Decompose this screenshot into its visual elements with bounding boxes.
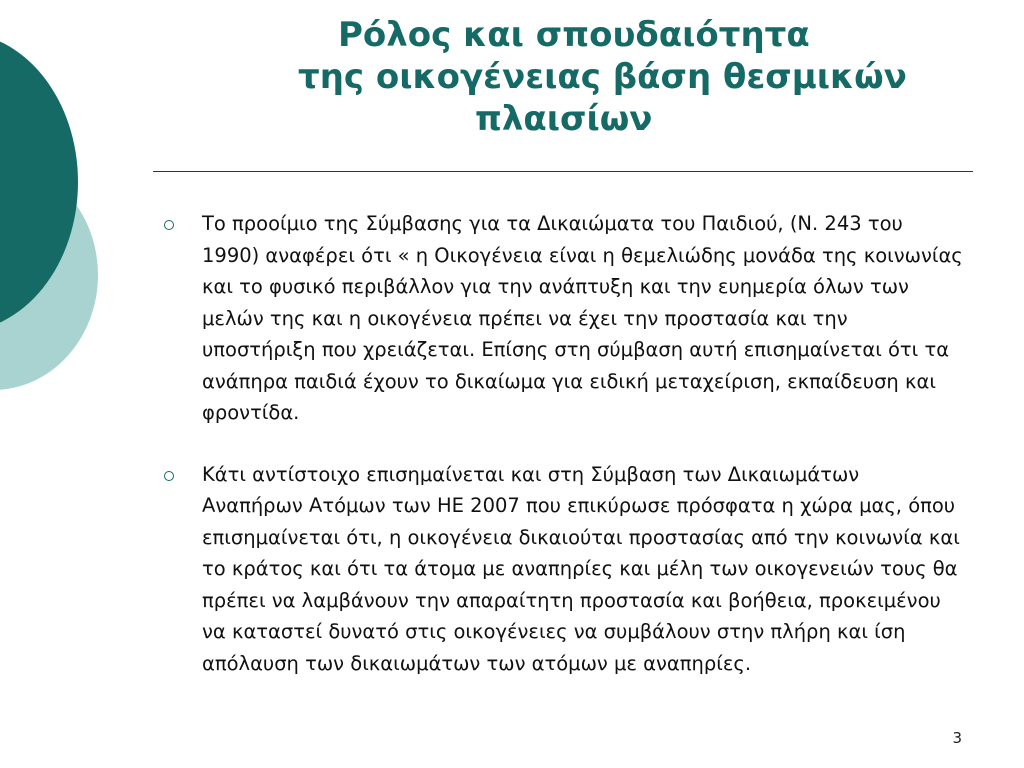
bullet-text: Κάτι αντίστοιχο επισημαίνεται και στη Σύμβαση των Δικαιωμάτων Αναπήρων Ατόμων των ΗΕ 2007 που επικύρωσε πρόσφατα η χώρα μας, όπου επισημαίνεται ότι, η οικογένεια δικαιούται προστασίας από την κοινωνία και το κράτος και ότι τα άτομα με αναπηρίες και μέλη των οικογενειών τους θα πρέπει να λαμβάνουν την απαραίτητη προστασία και βοήθεια, προκειμένου να καταστεί δυνατό στις οικογένειες να συμβάλουν στην πλήρη και ίση απόλαυση των δικαιωμάτων των ατόμων με αναπηρίες. bbox=[202, 462, 960, 675]
title-divider bbox=[153, 171, 973, 172]
slide-title bbox=[150, 14, 980, 140]
bullet-item bbox=[164, 208, 964, 429]
bullet-item bbox=[164, 459, 964, 680]
hollow-circle-bullet-icon bbox=[164, 220, 174, 230]
hollow-circle-bullet-icon bbox=[164, 471, 174, 481]
page-number: 3 bbox=[952, 729, 962, 747]
title-line: Ρόλος και σπουδαιότητα bbox=[338, 15, 810, 55]
title-line: πλαισίων bbox=[475, 99, 653, 139]
bullet-list bbox=[164, 208, 964, 679]
title-line: της οικογένειας βάση θεσμικών bbox=[298, 57, 907, 97]
bullet-text: Το προοίμιο της Σύμβασης για τα Δικαιώματα του Παιδιού, (Ν. 243 του 1990) αναφέρει ότι « η Οικογένεια είναι η θεμελιώδης μονάδα της κοινωνίας και το φυσικό περιβάλλον για την ανάπτυξη και την ευημερία όλων των μελών της και η οικογένεια πρέπει να έχει την προστασία και την υποστήριξη που χρειάζεται. Επίσης στη σύμβαση αυτή επισημαίνεται ότι τα ανάπηρα παιδιά έχουν το δικαίωμα για ειδική μεταχείριση, εκπαίδευση και φροντίδα. bbox=[202, 212, 963, 424]
